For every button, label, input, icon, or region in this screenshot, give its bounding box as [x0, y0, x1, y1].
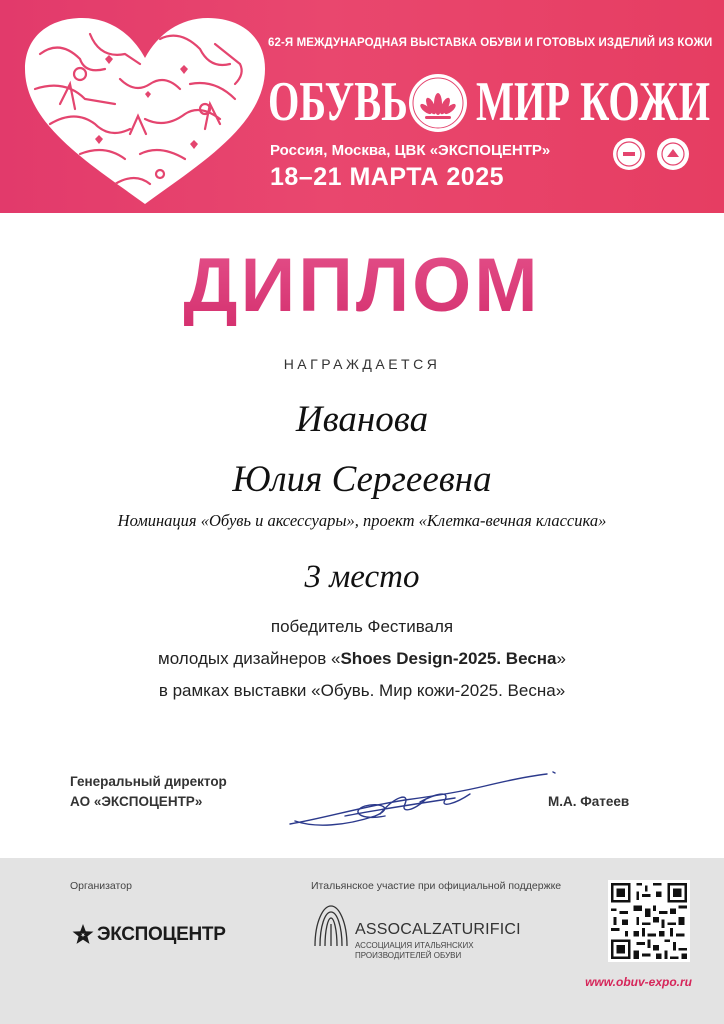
- diploma-title: ДИПЛОМ: [0, 240, 724, 332]
- assocalzaturifici-emblem-icon: [311, 902, 351, 948]
- festival-name: Shoes Design-2025. Весна: [340, 649, 557, 668]
- exhibition-line: в рамках выставки «Обувь. Мир кожи-2025. Весна»: [158, 681, 566, 700]
- recipient-given-names: Юлия Сергеевна: [232, 459, 492, 500]
- footer: [0, 858, 724, 1024]
- qr-code-icon: [608, 880, 690, 962]
- organizer-name: ЭКСПОЦЕНТР: [97, 924, 226, 945]
- handwritten-signature: [285, 766, 570, 832]
- place-text: 3 место: [304, 559, 420, 595]
- signatory-position-line1: Генеральный директор: [70, 774, 227, 789]
- exhibition-location: Россия, Москва, ЦВК «ЭКСПОЦЕНТР»: [270, 142, 551, 159]
- ufi-logo-icon: [612, 137, 646, 171]
- exhibition-dates: 18–21 МАРТА 2025: [270, 163, 505, 191]
- exhibition-subtitle: 62-Я МЕЖДУНАРОДНАЯ ВЫСТАВКА ОБУВИ И ГОТОВЫХ ИЗДЕЛИЙ ИЗ КОЖИ: [268, 37, 713, 49]
- festival-line-suffix: »: [556, 649, 566, 668]
- festival-line: [0, 649, 724, 669]
- title-left: ОБУВЬ: [268, 71, 408, 133]
- signatory-position: [70, 772, 227, 812]
- heart-shoes-emblem-icon: [20, 14, 270, 209]
- organizer-label: Организатор: [70, 880, 132, 892]
- assoc-name: ASSOCALZATURIFICI: [355, 921, 521, 938]
- recipient-surname: Иванова: [295, 399, 429, 440]
- signatory-name: М.А. Фатеев: [548, 794, 630, 809]
- assoc-subtitle: АССОЦИАЦИЯ ИТАЛЬЯНСКИХ ПРОИЗВОДИТЕЛЕЙ ОБУВИ: [355, 941, 474, 960]
- italian-support-label: Итальянское участие при официальной поддержке: [311, 880, 562, 892]
- exhibition-title: [268, 70, 708, 134]
- flower-badge-icon: [405, 72, 471, 134]
- awarded-label: НАГРАЖДАЕТСЯ: [283, 356, 441, 372]
- header-banner: [0, 0, 724, 213]
- winner-line: победитель Фестиваля: [270, 617, 454, 636]
- rsps-logo-icon: [656, 137, 690, 171]
- festival-line-prefix: молодых дизайнеров «: [158, 649, 341, 668]
- signatory-position-line2: АО «ЭКСПОЦЕНТР»: [70, 794, 203, 809]
- title-right: МИР КОЖИ: [476, 71, 710, 133]
- website-link[interactable]: www.obuv-expo.ru: [585, 975, 692, 989]
- nomination-text: Номинация «Обувь и аксессуары», проект «Клетка-вечная классика»: [117, 511, 607, 530]
